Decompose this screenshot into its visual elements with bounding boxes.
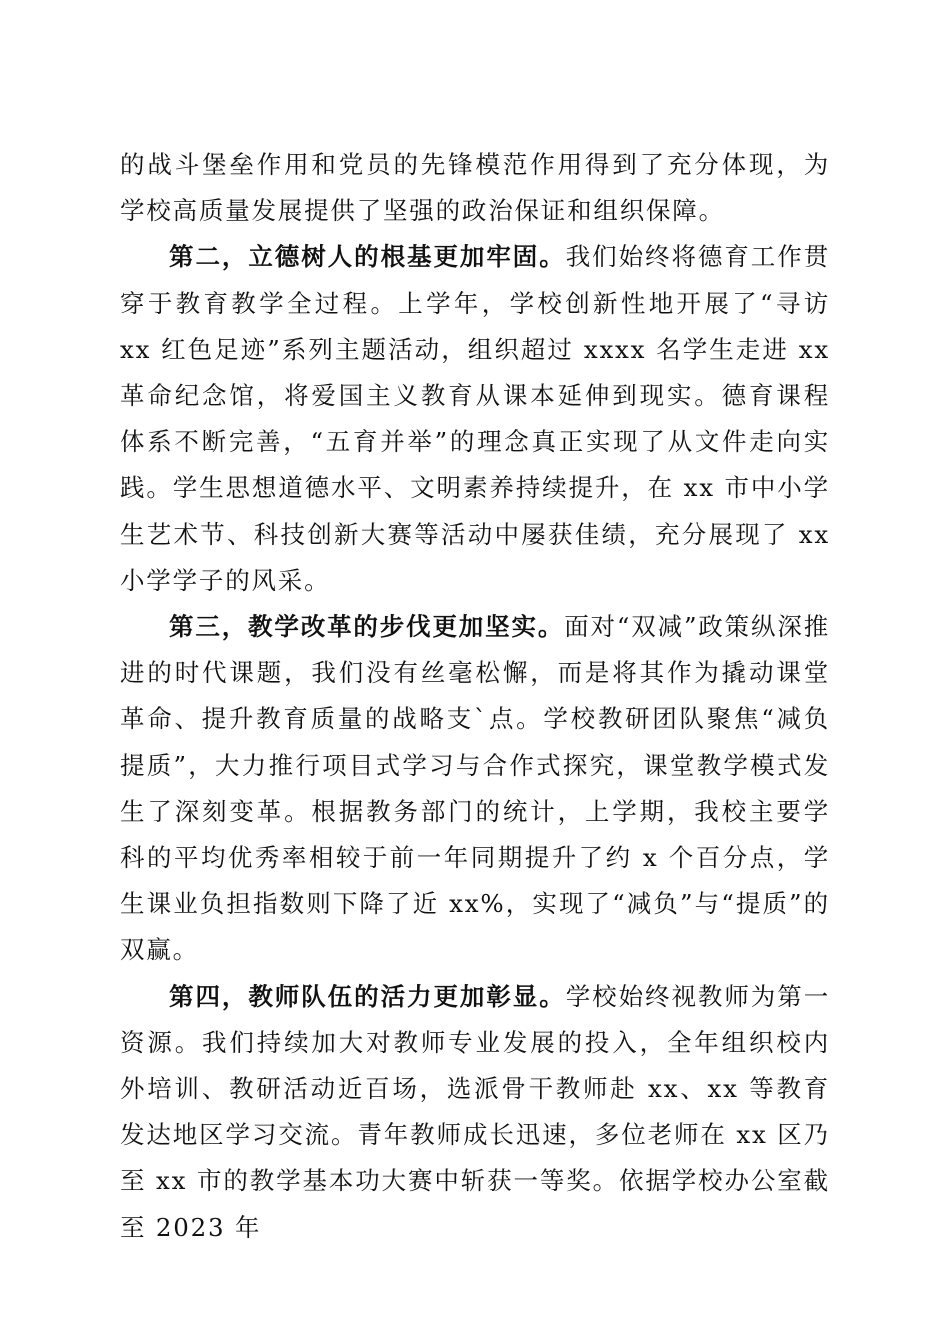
paragraph-text: 我们始终将德育工作贯穿于教育教学全过程。上学年，学校创新性地开展了“寻访 xx 红色足迹”系列主题活动，组织超过 xxxx 名学生走进 xx 革命纪念馆，将爱国主义教育从课本延伸到现实。德育课程体系不断完善，“五育并举”的理念真正实现了从文件走向实践。学生思想道德水平、文明素养持续提升，在 xx 市中小学生艺术节、科技创新大赛等活动中屡获佳绩，充分展现了 xx 小学学子的风采。 xyxy=(120,242,830,595)
paragraph-heading: 第四，教师队伍的活力更加彰显。 xyxy=(169,981,566,1011)
paragraph-continuation xyxy=(120,142,830,234)
paragraph-heading: 第三，教学改革的步伐更加坚实。 xyxy=(169,612,565,642)
paragraph-teacher-team xyxy=(120,974,830,1251)
paragraph-heading: 第二，立德树人的根基更加牢固。 xyxy=(169,242,566,272)
paragraph-moral-education xyxy=(120,234,830,604)
paragraph-teaching-reform xyxy=(120,604,830,974)
paragraph-text: 学校始终视教师为第一资源。我们持续加大对教师专业发展的投入，全年组织校内外培训、教研活动近百场，选派骨干教师赴 xx、xx 等教育发达地区学习交流。青年教师成长迅速，多位老师在 xx 区乃至 xx 市的教学基本功大赛中斩获一等奖。依据学校办公室截至 2023 年 xyxy=(120,981,830,1242)
paragraph-text: 面对“双减”政策纵深推进的时代课题，我们没有丝毫松懈，而是将其作为撬动课堂革命、提升教育质量的战略支`点。学校教研团队聚焦“减负提质”，大力推行项目式学习与合作式探究，课堂教学模式发生了深刻变革。根据教务部门的统计，上学期，我校主要学科的平均优秀率相较于前一年同期提升了约 x 个百分点，学生课业负担指数则下降了近 xx%，实现了“减负”与“提质”的双赢。 xyxy=(120,612,830,965)
document-page xyxy=(120,142,830,1251)
paragraph-text: 的战斗堡垒作用和党员的先锋模范作用得到了充分体现，为学校高质量发展提供了坚强的政治保证和组织保障。 xyxy=(120,150,830,226)
